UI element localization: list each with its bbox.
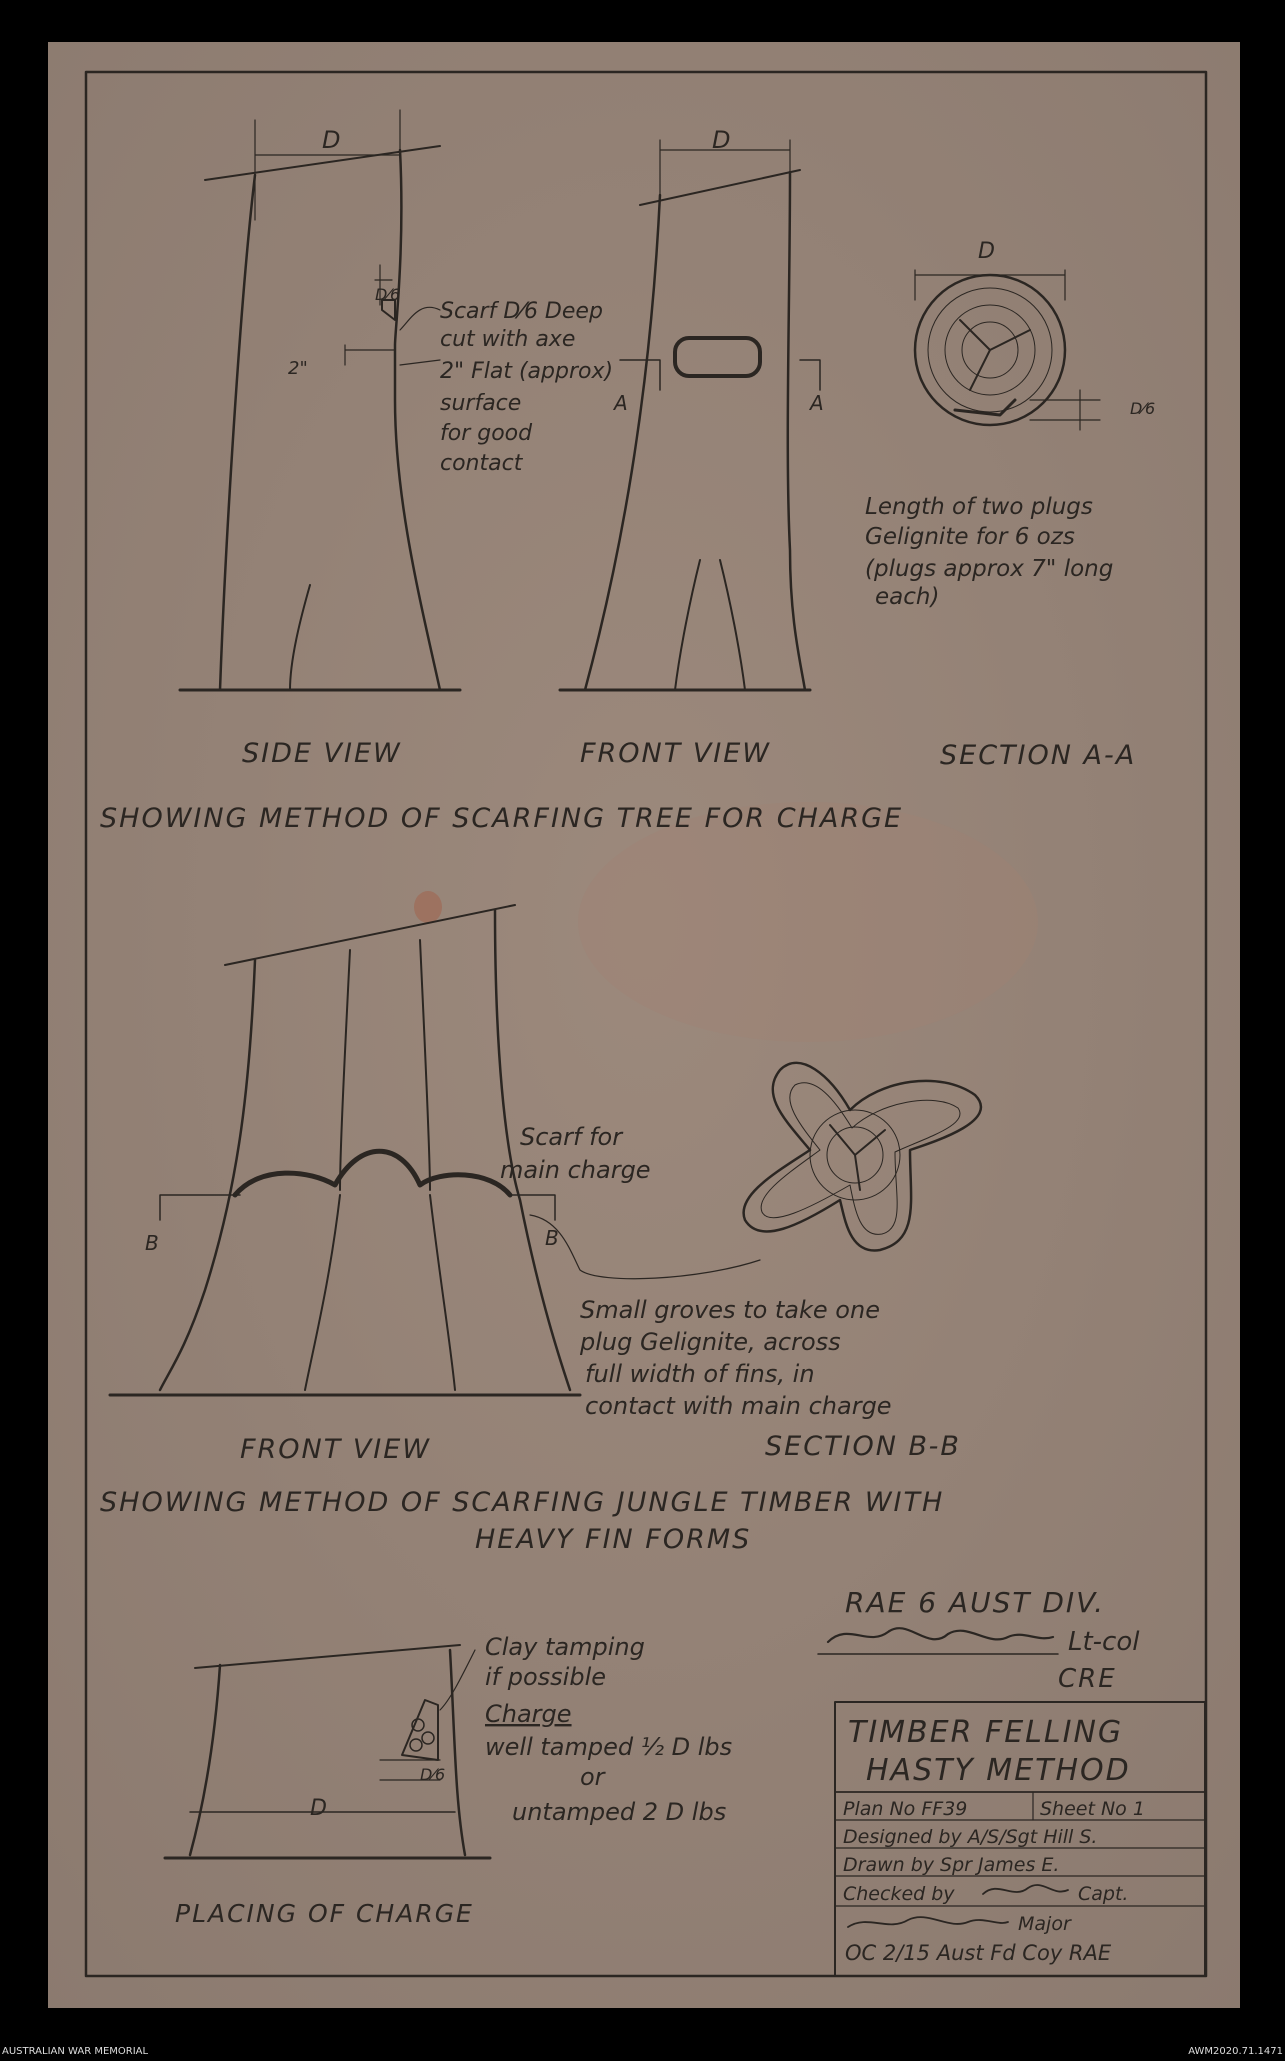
bottom-note-5: or [580, 1763, 605, 1791]
side-note-2: cut with axe [440, 327, 576, 352]
bottom-note-4: well tamped ½ D lbs [485, 1733, 733, 1761]
sig-signer: Lt-col [1068, 1627, 1140, 1657]
side-view-label: SIDE VIEW [242, 738, 402, 769]
footer-left: AUSTRALIAN WAR MEMORIAL [2, 2046, 149, 2057]
bottom-note-1: Clay tamping [485, 1633, 645, 1661]
section-aa-dim-d: D [978, 239, 995, 264]
section-aa-dim-d6: D⁄6 [1130, 399, 1156, 418]
front-sec-a-left: A [614, 391, 628, 415]
tb-plan-no: Plan No FF39 [843, 1798, 968, 1820]
side-dim-2in: 2" [288, 358, 308, 379]
side-note-5: for good [440, 421, 533, 446]
front-view-label: FRONT VIEW [580, 738, 772, 769]
middle-caption-2: HEAVY FIN FORMS [475, 1524, 752, 1555]
side-note-6: contact [440, 451, 523, 476]
section-aa-note-3: (plugs approx 7" long [865, 556, 1114, 582]
tb-drawn: Drawn by Spr James E. [843, 1854, 1060, 1876]
tb-title-1: TIMBER FELLING [848, 1715, 1124, 1750]
tb-approved-unit: OC 2/15 Aust Fd Coy RAE [845, 1941, 1112, 1965]
front-dim-d: D [712, 126, 731, 154]
front-sec-a-right: A [810, 391, 824, 415]
section-bb-note-4: contact with main charge [585, 1392, 892, 1420]
section-bb-note-1: Small groves to take one [580, 1296, 880, 1324]
bottom-note-6: untamped 2 D lbs [512, 1798, 727, 1826]
tb-checked: Checked by [843, 1883, 955, 1905]
stain-spot [414, 891, 442, 923]
top-caption: SHOWING METHOD OF SCARFING TREE FOR CHARGE [100, 803, 904, 834]
sig-role: CRE [1058, 1664, 1117, 1694]
technical-drawing [48, 42, 1240, 2008]
footer-right: AWM2020.71.1471 [1188, 2046, 1283, 2057]
tb-approved-rank: Major [1018, 1913, 1071, 1935]
side-note-3: 2" Flat (approx) [440, 359, 614, 384]
bottom-note-2: if possible [485, 1663, 607, 1691]
side-note-1: Scarf D⁄6 Deep [440, 299, 603, 324]
section-bb-label: SECTION B-B [765, 1431, 961, 1462]
side-note-4: surface [440, 391, 522, 416]
middle-front-view-label: FRONT VIEW [240, 1434, 432, 1465]
section-bb-note-3: full width of fins, in [585, 1360, 815, 1388]
section-aa-note-2: Gelignite for 6 ozs [865, 524, 1075, 550]
section-aa-note-1: Length of two plugs [865, 494, 1093, 520]
middle-caption-1: SHOWING METHOD OF SCARFING JUNGLE TIMBER WITH [100, 1487, 945, 1518]
bottom-note-3: Charge [485, 1700, 572, 1728]
section-aa-note-4: each) [875, 584, 940, 610]
tb-designed: Designed by A/S/Sgt Hill S. [843, 1826, 1098, 1848]
section-bb-note-2: plug Gelignite, across [580, 1328, 841, 1356]
bottom-dim-d: D [310, 1796, 327, 1821]
stain [578, 802, 1038, 1042]
middle-sec-b-left: B [145, 1231, 159, 1255]
drawing-sheet [48, 42, 1240, 2008]
paper [48, 42, 1240, 2008]
middle-sec-b-right: B [545, 1226, 559, 1250]
tb-checked-rank: Capt. [1078, 1883, 1129, 1905]
section-aa-label: SECTION A-A [940, 740, 1137, 771]
bottom-dim-d6: D⁄6 [420, 1765, 446, 1784]
sig-unit: RAE 6 AUST DIV. [845, 1586, 1106, 1619]
middle-scarf-note-1: Scarf for [520, 1123, 623, 1151]
tb-sheet-no: Sheet No 1 [1040, 1798, 1145, 1820]
middle-scarf-note-2: main charge [500, 1156, 651, 1184]
placing-label: PLACING OF CHARGE [175, 1899, 474, 1928]
tb-title-2: HASTY METHOD [866, 1753, 1131, 1788]
side-dim-d6: D⁄6 [375, 285, 401, 304]
side-dim-d: D [322, 126, 341, 154]
